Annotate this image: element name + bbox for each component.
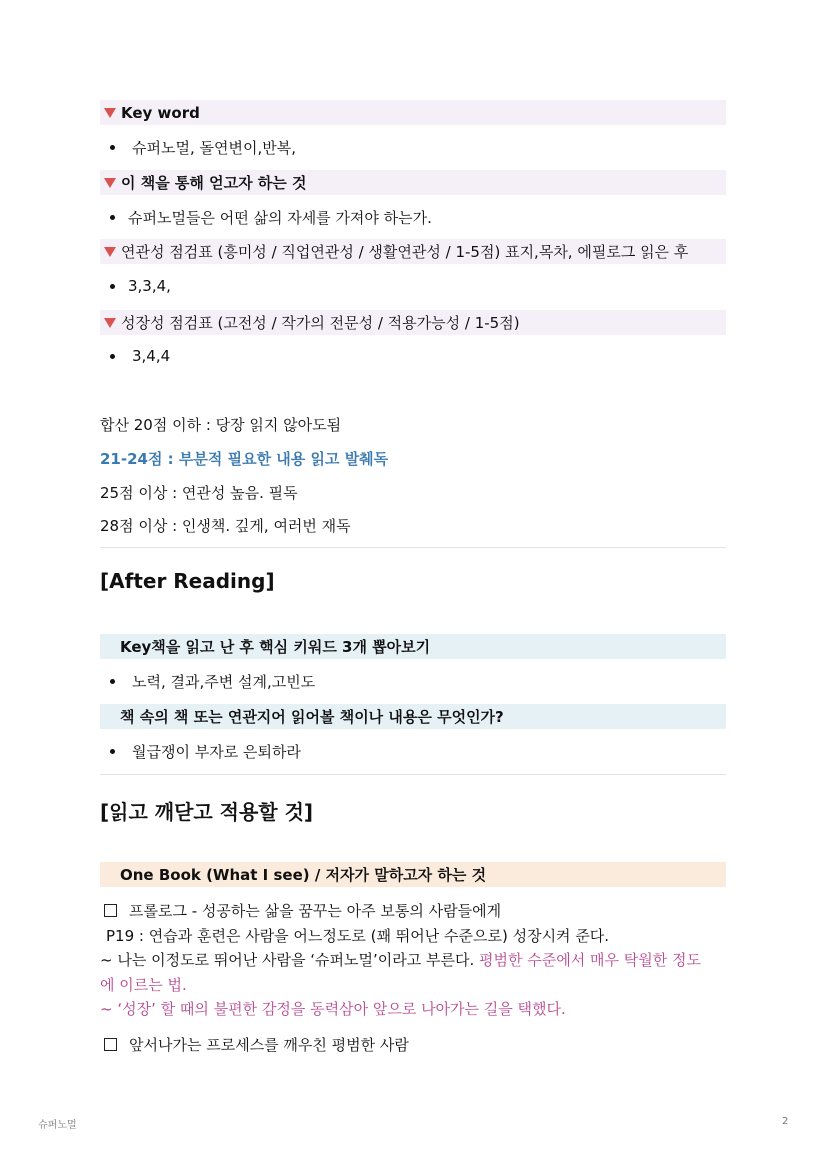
onebook-title: One Book (What I see) / 저자가 말하고자 하는 것 [120,866,487,884]
score-line-1: 합산 20점 이하 : 당장 읽지 않아도됨 [100,416,342,434]
divider [100,547,726,548]
bullet-dot-icon [110,679,115,684]
growth-title: 성장성 점검표 (고전성 / 작가의 전문성 / 적용가능성 / 1-5점) [121,314,520,332]
relevance-header [100,239,726,264]
bullet-dot-icon [110,354,115,359]
note-line-1 [100,949,701,970]
keywords-title: Key책을 읽고 난 후 핵심 키워드 3개 뽑아보기 [120,638,431,656]
note-1-plain: ~ 나는 이정도로 뛰어난 사람을 ‘슈퍼노멀’이라고 부른다. [100,951,480,969]
note-1-highlight: 평범한 수준에서 매우 탁월한 정도 [479,951,701,969]
p19-line: P19 : 연습과 훈련은 사람을 어느정도로 (꽤 뛰어난 수준으로) 성장시켜 준다. [106,927,610,945]
growth-header [100,310,726,335]
list-item [110,671,315,692]
list-item [110,207,432,228]
after-reading-heading: [After Reading] [100,569,275,593]
toggle-triangle-icon[interactable] [104,247,116,257]
score-line-2: 21-24점 : 부분적 필요한 내용 읽고 발췌독 [100,450,389,468]
onebook-header [100,862,726,887]
toggle-triangle-icon[interactable] [104,318,116,328]
todo-text: 프롤로그 - 성공하는 삶을 꿈꾸는 아주 보통의 사람들에게 [129,902,502,920]
list-item [110,741,301,762]
goal-title: 이 책을 통해 얻고자 하는 것 [121,174,307,192]
footer-title: 슈퍼노멀 [38,1120,77,1131]
goal-text: 슈퍼노멀들은 어떤 삶의 자세를 가져야 하는가. [128,209,432,227]
goal-header [100,170,726,195]
note-line-1-cont: 에 이르는 법. [100,976,187,994]
todo-item[interactable] [104,1034,409,1055]
keywords-text: 노력, 결과,주변 설계,고빈도 [132,673,316,691]
bullet-dot-icon [110,145,115,150]
keyword-title: Key word [121,103,200,122]
list-item [110,137,296,158]
related-header [100,704,726,729]
growth-text: 3,4,4 [132,347,171,365]
page-number: 2 [782,1116,789,1127]
toggle-triangle-icon[interactable] [104,178,116,188]
todo-item[interactable] [104,900,501,921]
keyword-header [100,100,726,125]
related-text: 월급쟁이 부자로 은퇴하라 [132,743,301,761]
relevance-title: 연관성 점검표 (흥미성 / 직업연관성 / 생활연관성 / 1-5점) 표지,목차, 에필로그 읽은 후 [121,243,689,261]
list-item [110,347,170,365]
bullet-dot-icon [110,284,115,289]
keywords-header [100,634,726,659]
bullet-dot-icon [110,215,115,220]
related-title: 책 속의 책 또는 연관지어 읽어볼 책이나 내용은 무엇인가? [120,708,504,726]
keyword-text: 슈퍼노멀, 돌연변이,반복, [132,139,296,157]
checkbox-icon[interactable] [104,1038,117,1051]
apply-heading: [읽고 깨닫고 적용할 것] [100,800,314,824]
list-item [110,277,171,295]
todo-text: 앞서나가는 프로세스를 깨우친 평범한 사람 [129,1036,409,1054]
toggle-triangle-icon[interactable] [104,108,116,118]
score-line-3: 25점 이상 : 연관성 높음. 필독 [100,484,298,502]
relevance-text: 3,3,4, [128,277,171,295]
bullet-dot-icon [110,749,115,754]
note-line-2: ~ ‘성장’ 할 때의 불편한 감정을 동력삼아 앞으로 나아가는 길을 택했다. [100,1000,566,1018]
divider [100,774,726,775]
checkbox-icon[interactable] [104,904,117,917]
score-line-4: 28점 이상 : 인생책. 깊게, 여러번 재독 [100,517,351,535]
